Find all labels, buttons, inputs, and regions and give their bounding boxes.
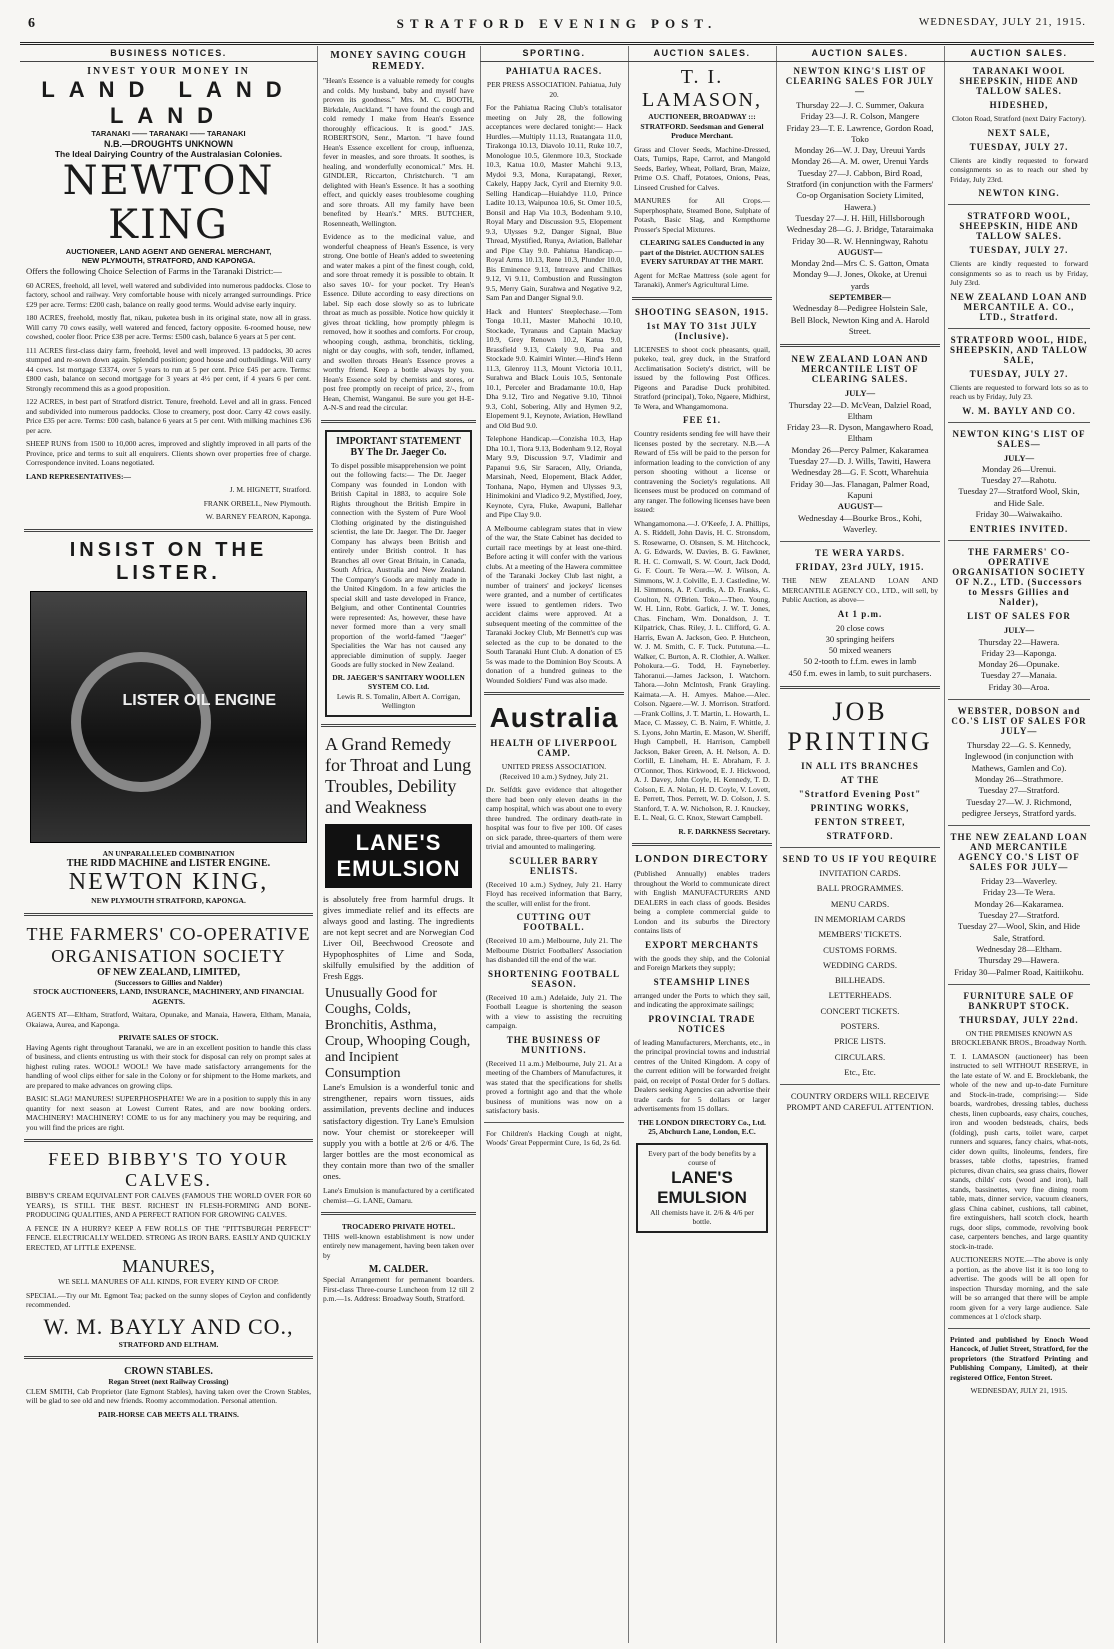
insist-lister: INSIST ON THE LISTER. — [69, 538, 268, 584]
lanes-box-ad — [636, 1143, 768, 1233]
branches: IN ALL ITS BRANCHES — [801, 761, 919, 772]
manures-heading: MANURES, — [122, 1256, 215, 1277]
list-item: BILLHEADS. — [835, 975, 885, 986]
send-heading: SEND TO US IF YOU REQUIRE — [782, 854, 938, 865]
shooting-text-2: Country residents sending fee will have their licenses posted by the secretary. N.B.—A Reward of £5s will be paid to the person for information leading to the conviction of any person shooting without a license or contravening the Society's regulations. All licensees must be produced on command of any ranger. The following licenses have been issued: — [634, 429, 770, 514]
lister-engine-image — [30, 591, 307, 843]
wool-text: Having Agents right throughout Taranaki, we are in an excellent position to handle this class of business, and clients entrusting us with their stock for disposal can rely on prompt sales at highest ruling rates. WOOL! WOOL! We have made satisfactory arrangements for the handling of wool clips either for sale in the Colony or for shipment to the Home markets, and are prepared to make advances on growing clips. — [26, 1042, 311, 1090]
column-business-notices — [20, 46, 318, 1643]
newspaper-title: STRATFORD EVENING POST. — [396, 16, 718, 31]
section-header: BUSINESS NOTICES. — [20, 46, 317, 62]
swh-text: Clients are requested to forward lots so as to reach us by Friday, July 23. — [950, 382, 1088, 401]
land-reps-label: LAND REPRESENTATIVES:— — [26, 471, 131, 481]
list-item: Monday 26—Kakaramea. — [974, 898, 1064, 909]
job-heading: JOB — [832, 697, 888, 727]
section-header: AUCTION SALES. — [628, 46, 776, 62]
australia-heading: Australia — [489, 702, 619, 733]
list-item: INVITATION CARDS. — [819, 868, 901, 879]
swh-date: TUESDAY, JULY 27. — [969, 368, 1069, 379]
month-label: AUGUST— — [837, 246, 883, 257]
trocadero-heading: TROCADERO PRIVATE HOTEL. — [341, 1222, 456, 1232]
lamason-title: T. I. LAMASON, — [642, 66, 762, 111]
feed-bibbys: FEED BIBBY'S TO YOUR CALVES. — [48, 1149, 289, 1191]
list-item: Tuesday 27—J. Cabbon, Bird Road, Stratford (in conjunction with the Farmers' Co-op Organisation Society Limited, Hawera.) — [786, 167, 934, 212]
droughts-note: N.B.—DROUGHTS UNKNOWN — [104, 138, 233, 149]
cough-heading: MONEY SAVING COUGH REMEDY. — [330, 50, 467, 72]
list-item: Friday 30—Jas. Flanagan, Palmer Road, Kapuni — [790, 478, 930, 500]
cut-heading: CUTTING OUT FOOTBALL. — [516, 912, 592, 932]
month-label: JULY— — [1003, 625, 1035, 636]
wd-list — [944, 740, 1094, 819]
entries-invited: ENTRIES INVITED. — [969, 524, 1069, 535]
tewera-list — [776, 623, 944, 679]
lanes-text: is absolutely free from harmful drugs. It gives immediate relief and its effects are always good and lasting. The ingredients are not kept secret and are Norwegian Cod Liver Oil, Beechwood Creosote and Hypophosphites of Lime and Soda, skilfully emulsified by the addition of Fresh Eggs. — [323, 893, 474, 982]
list-item: 50 mixed weaners — [828, 645, 892, 656]
jaeger-signature: Lewis R. S. Tomalin, Albert A. Corrigan, Wellington — [336, 691, 461, 710]
newton-king-title: NEWTON KING — [62, 157, 275, 248]
fc-list-label: LIST OF SALES FOR — [967, 611, 1071, 622]
prov-text: of leading Manufacturers, Merchants, etc., in the principal provincial towns and industrial centres of the United Kingdom. A copy of the current edition will be forwarded freight paid, on receipt of Postal Order for 5 dollars. Dealers seeking Agencies can advertise their trade cards for 5 dollars or larger advertisements from 15 dollars. — [634, 1037, 770, 1113]
engine-label: LISTER OIL ENGINE — [122, 691, 276, 709]
list-item: Wednesday 28—G. J. Bridge, Tataraimaka — [786, 224, 934, 235]
list-item: Friday 30—Palmer Road, Kaitiikohu. — [954, 966, 1084, 977]
sw-by: NEW ZEALAND LOAN AND MERCANTILE A. CO., LTD., Stratford. — [950, 291, 1088, 322]
woods-ad: For Children's Hacking Cough at night, Woods' Great Peppermint Cure, 1s 6d, 2s 6d. — [486, 1128, 622, 1147]
farmers-coop-nz: OF NEW ZEALAND, LIMITED, — [96, 966, 241, 978]
list-item: WEDDING CARDS. — [823, 959, 897, 970]
fee: FEE £1. — [682, 415, 721, 425]
wd-heading: WEBSTER, DOBSON and CO.'S LIST OF SALES FOR JULY— — [951, 706, 1087, 737]
jaeger-ad — [325, 430, 472, 717]
column-auction-2 — [776, 46, 945, 1643]
nz-list — [776, 388, 944, 535]
list-item: Tuesday 27—W. J. Richmond, pedigree Jerseys, Stratford yards. — [961, 796, 1077, 818]
month-label: JULY— — [1003, 452, 1035, 463]
land-heading: LAND LAND LAND — [41, 77, 296, 128]
stratford: STRATFORD. — [826, 831, 894, 842]
tewera-time: At 1 p.m. — [837, 608, 883, 619]
farmers-coop-successors: (Successors to Gillies and Nalder) — [114, 977, 223, 987]
nz2-list — [944, 876, 1094, 978]
list-item: POSTERS. — [840, 1021, 880, 1032]
list-item: 20 close cows — [835, 622, 885, 633]
cough-text: "Hean's Essence is a valuable remedy for coughs and colds. My husband, baby and myself have proven its goodness." Mrs. M. C. BOOTH, Birkdale, Auckland. "I have found the cough and cold remedy I make from Hean's Essence thoroughly efficacious. It is good." JAS. ROBERTSON, Senr., Marton. "I have found Hean's Essence excellent for croup, influenza, fever in measles, and sore throats. It soothes, is healing, and wonderfully economical." Mrs. H. GINDLER, Riccarton, Christchurch. "I am delighted with Hean's Essence. It has a soothing effect, and quickly eases troublesome coughing and sore throats. All my family have been benefited by Hean's." MRS. BUTCHER, Rosenneath, Wellington. — [323, 76, 474, 228]
pahiatua-heading: PAHIATUA RACES. — [505, 66, 603, 76]
lanes-emulsion-logo: LANE'S EMULSION — [325, 824, 472, 888]
list-item: Friday 23—J. R. Colson, Mangere — [800, 111, 920, 122]
list-item: 50 2-tooth to f.f.m. ewes in lamb — [803, 656, 917, 667]
crown-address: Regan Street (next Railway Crossing) — [108, 1377, 229, 1387]
taranaki-heading: TARANAKI —— TARANAKI —— TARANAKI — [91, 129, 246, 138]
list-item: Monday 26—Strathmore. — [974, 773, 1064, 784]
list-item: LETTERHEADS. — [828, 990, 892, 1001]
list-item: Friday 23—R. Dyson, Mangawhero Road, Eltham — [786, 422, 934, 444]
manures-text: MANURES for All Crops.—Superphosphate, Steamed Bone, Sulphate of Potash, Basic Slag, and Kempthorne Prosser's Special Mixtures. — [634, 196, 770, 234]
jaeger-footer: DR. JAEGER'S SANITARY WOOLLEN SYSTEM CO. Ltd. — [332, 672, 465, 691]
land-rep: J. M. HIGNETT, Stratford. — [229, 485, 311, 495]
farm-listing: 60 ACRES, freehold, all level, well watered and subdivided into numerous paddocks. Close to factory, school and railway. Very comfortable house with nicely arranged surroundings. Price £29 per acre. Terms: £200 cash, balance on really good terms. Would advise early inquiry. — [26, 280, 311, 309]
column-ads — [317, 46, 481, 1643]
list-item: Friday 30—R. W. Henningway, Rahotu — [792, 235, 928, 246]
tewera-text: THE NEW ZEALAND LOAN AND MERCANTILE AGENCY CO., LTD., will sell, by Public Auction, as above— — [782, 576, 938, 605]
mcrae-text: Agent for McRae Mattress (sole agent for Taranaki), Anmer's Agricultural Lime. — [634, 270, 770, 289]
ideal-country: The Ideal Dairying Country of the Australasian Colonies. — [54, 148, 283, 159]
at-the: AT THE — [840, 775, 880, 786]
lanes-box-3: All chemists have it. 2/6 & 4/6 per bottle. — [650, 1207, 754, 1226]
month-label: JULY— — [844, 388, 876, 399]
nk-sales-list — [944, 453, 1094, 521]
masthead — [20, 8, 1094, 45]
races-text: For the Pahiatua Racing Club's totalisator meeting on July 28, the following acceptances were declared tonight:— Hack Hurdles.—Multiply 11.13, Ruatangata 11.0, Tirakonga 10.13, Diavolo 10.11, Ruke 10.7, Monologue 10.5, Glenmore 10.3, Stockade 10.3, Katua 10.0, Master Mahchi 9.13, Mydoi 9.3, Mona, Kurapatangi, Rexer, Cakely, Happy Jack, Cyril and Eternity 9.0. Selling Handicap—Huiahdye 11.0, Prince Ladite 10.13, Waipunoa 10.6, St. Omer 10.5, Bonsil and Hap Via 10.3, Bodenham 9.10, Royal Mary and Discussion 9.5, Elopement 9.3, Ulysses 9.2, Danger Signal, Blue Thread, Mystified, Runya, Aviation, Ballehar and Pipe Clay 9.0. Pahiatua Handicap.—Royal Arms 10.13, Rene 10.3, Plunder 10.0, Bis Eminence 9.13, Intreave and Chilkes 9.12, Vi 9.11, Combustion and Russington 9.5, Merry Gain, Surahwa and Negative 9.2, Sam Pan and Danger Signal 9.0. — [486, 103, 622, 302]
sw-date: TUESDAY, JULY 27. — [969, 245, 1069, 255]
steam-text: arranged under the Ports to which they sail, and indicating the approximate sailings; — [634, 990, 770, 1009]
export-heading: EXPORT MERCHANTS — [645, 939, 759, 950]
jaeger-text: To dispel possible misapprehension we point out the following facts:— The Dr. Jaeger Company was founded in London with British Capital in 1883, to acquire Sole Rights throughout the British Empire in connection with the System of Pure Wool Clothing originated by the distinguished scientist, the late Dr. Jaeger. The Dr. Jaeger Company has always been British and entirely under British control. It has Branches all over Great Britain, in Canada, South Africa, Australia and New Zealand. The Company's Goods are mainly made in the United Kingdom. In a few articles the special skill and taste developed in France, Belgium, and other Continental Countries were represented: As, however, these have never formed more than a very small proportion of the world-famed "Jaeger" Specialities the War has not caused any appreciable diminution of supply. Jaeger Goods are fully stocked in New Zealand. — [331, 460, 466, 669]
bankrupt-heading: FURNITURE SALE OF BANKRUPT STOCK. — [963, 990, 1075, 1011]
job-list — [776, 868, 944, 1078]
lanes-box-2: LANE'S EMULSION — [657, 1167, 747, 1207]
nk-sales-heading: NEWTON KING'S LIST OF SALES— — [952, 428, 1086, 449]
farm-listing: 180 ACRES, freehold, mostly flat, nikau, puketea bush in its original state, now all in grass. Will carry 70 cows easily, well watered and fenced, factory opposite. 6-roomed house, new cowshed, cooler floor. Price £38 per acre. Terms: £500 cash, balance 6 years at 5 per cent. — [26, 313, 311, 342]
land-rep: FRANK ORBELL, New Plymouth. — [203, 498, 311, 508]
month-label: AUGUST— — [837, 501, 883, 512]
list-item: Tuesday 27—Manaia. — [980, 670, 1058, 681]
tewera-date: FRIDAY, 23rd JULY, 1915. — [795, 562, 925, 573]
bayly-title: W. M. BAYLY AND CO., — [43, 1313, 294, 1339]
tw-next: NEXT SALE, — [987, 127, 1051, 138]
farm-listing: 111 ACRES first-class dairy farm, freehold, level and well improved. 13 paddocks, 30 acres stumped and re-sown down again. Splendid position; good house and outbuildings. Will carry 44 cows. 1st mortgage £3374, over 5 years to run at 5 per cent. Price £45 per acre. Terms: £800 cash, balance on second mortgage for 3 years at 4½ per cent, if 4 years 6 per cent. Strongly recommend this as a good proposition. — [26, 345, 311, 393]
list-item: Monday 26—Urenui. — [982, 463, 1056, 474]
shooting-heading: SHOOTING SEASON, 1915. — [634, 306, 770, 317]
country-orders: COUNTRY ORDERS WILL RECEIVE PROMPT AND CAREFUL ATTENTION. — [786, 1091, 934, 1113]
liverpool-press: UNITED PRESS ASSOCIATION. (Received 10 a.m.) Sydney, July 21. — [499, 762, 609, 781]
london-company: THE LONDON DIRECTORY Co., Ltd. — [638, 1117, 766, 1127]
bayly-loc: STRATFORD AND ELTHAM. — [118, 1339, 219, 1349]
list-item: Tuesday 27—Rahotu. — [981, 475, 1057, 486]
list-item: Monday 26—Percy Palmer, Kakaramea — [791, 444, 929, 455]
races-text-2: Hack and Hunters' Steeplechase.—Tom Tonga 10.11, Master Mahochi 10.10, Stockade, Tyranaus and Captain Mackay 10.9, Grey Renown 10.2, Katua 9.0, Brassfield 9.13, Cakely 9.0, Pea and Stockade 9.0. Kaimiri Winter.—Hind's Henn 11.3, Glenroy 11.3, Mount Victoria 10.11, Surahwa and Black Louis 10.5, Sentonale 10.1, Perceler and Bradamante 10.0, Hap Dha 9.12, Tiro and Negative 9.10, Tihnoi 9.3, Cohl, Sobering, Ally and Hymen 9.2, Elopement 9.1, Keynote, Aviation, Hewlland and Old Bud 9.0. — [486, 306, 622, 430]
swh-heading: STRATFORD WOOL, HIDE, SHEEPSKIN, AND TALLOW SALE, — [950, 334, 1088, 365]
bankrupt-date: THURSDAY, JULY 22nd. — [959, 1014, 1079, 1025]
flywheel-icon — [71, 652, 211, 792]
lanes-text-2: Lane's Emulsion is a wonderful tonic and strengthener, repairs worn tissues, aids assimilation, prevents decline and induces satisfactory digestion. Try Lane's Emulsion now. Your chemist or storekeeper will supply you with a bottle at 2/6 or 4/6. The larger bottles are the most economical as they contain more than two of the smaller ones. — [323, 1082, 474, 1181]
list-item: Wednesday 28—Eltham. — [976, 943, 1062, 954]
list-item: Thursday 22—Hawera. — [978, 636, 1060, 647]
land-rep: W. BARNEY FEARON, Kaponga. — [205, 512, 311, 522]
lanes-box-1: Every part of the body benefits by a course of — [648, 1148, 756, 1167]
list-item: Friday 30—Waiwakaiho. — [975, 508, 1063, 519]
imprint: Printed and published by Enoch Wood Hancock, of Juliet Street, Stratford, for the proprietors (the Stratford Printing and Publishing Company, Limited), at their registered Office, Fenton Street. — [950, 1334, 1088, 1382]
lanes-mfr: Lane's Emulsion is manufactured by a certificated chemist—G. LANE, Oamaru. — [323, 1186, 474, 1205]
list-item: Thursday 22—J. C. Summer, Oakura — [796, 100, 924, 110]
fence-text: A FENCE IN A HURRY? KEEP A FEW ROLLS OF THE "PITTSBURGH PERFECT" FENCE. ELECTRICALLY WELDED. STRONG AS IRON BARS. EASILY AND QUICKLY ERECTED, AT LITTLE EXPENSE. — [26, 1223, 311, 1252]
sw-text: Clients are kindly requested to forward consignments so as to reach us by Friday, July 23rd. — [950, 259, 1088, 287]
manures-sub: WE SELL MANURES OF ALL KINDS, FOR EVERY KIND OF CROP. — [58, 1277, 279, 1287]
farmers-coop-title: THE FARMERS' CO-OPERATIVE ORGANISATION SOCIETY — [26, 923, 311, 966]
list-item: BALL PROGRAMMES. — [816, 883, 904, 894]
list-item: CUSTOMS FORMS. — [823, 944, 897, 955]
calder: M. CALDER. — [368, 1264, 429, 1276]
list-item: PRICE LISTS. — [834, 1036, 886, 1047]
grand-remedy: A Grand Remedy for Throat and Lung Troubles, Debility and Weakness — [325, 733, 472, 817]
barry-heading: SCULLER BARRY ENLISTS. — [509, 855, 599, 876]
sw-heading: STRATFORD WOOL, SHEEPSKIN, HIDE AND TALLOW SALES. — [959, 211, 1079, 241]
farmers-agents: AGENTS AT—Eltham, Stratford, Waitara, Opunake, and Manaia, Hawera, Eltham, Manaia, Okaiawa, Aurea, and Kaponga. — [26, 1010, 311, 1029]
pair-horse: PAIR-HORSE CAB MEETS ALL TRAINS. — [98, 1409, 239, 1419]
crown-text: CLEM SMITH, Cab Proprietor (late Egmont Stables), having taken over the Crown Stables, will be glad to see old and new friends. Roomy accommodation. Personal attention. — [26, 1386, 311, 1406]
steam-heading: STEAMSHIP LINES — [653, 976, 751, 987]
lamason-role: AUCTIONEER, BROADWAY ::: STRATFORD. Seedsman and General Produce Merchant. — [640, 112, 764, 140]
tw-nk: NEWTON KING. — [978, 188, 1060, 198]
list-item: Tuesday 27—J. H. Hill, Hillsborough — [795, 212, 925, 223]
farm-listing: SHEEP RUNS from 1500 to 10,000 acres, improved and slightly improved in all parts of the Province, price and terms to suit all enquirers. Clients shown over properties free of charge. Correspondence invited. Loans negotiated. — [26, 439, 311, 468]
shooting-text: LICENSES to shoot cock pheasants, quail, pukeko, teal, grey duck, in the Stratford Acclimatisation Society's district, will be issued by the following Post Offices. Pigeons and Paradise Duck prohibited. Stratford (principal), Toko, Ngaere, Midhirst, Te Wera, and Whangamomona. — [634, 344, 770, 411]
bibby-text: BIBBY'S CREAM EQUIVALENT FOR CALVES (FAMOUS THE WORLD OVER FOR 60 YEARS), IS STILL THE BEST. RICHEST IN FLESH-FORMING AND BONE-PRODUCING QUALITIES, AND A PERFECT RATION FOR GROWING CALVES. — [26, 1191, 311, 1220]
london-heading: LONDON DIRECTORY — [635, 853, 769, 865]
list-item: Tuesday 27—D. J. Wills, Tawiti, Hawera — [789, 456, 931, 467]
unparalleled: AN UNPARALLELED COMBINATION — [102, 848, 235, 858]
section-header: SPORTING. — [480, 46, 628, 62]
fc-list — [944, 625, 1094, 693]
special-tea: SPECIAL.—Try our Mt. Egmont Tea; packed on the sunny slopes of Ceylon and confidently recommended. — [26, 1290, 311, 1310]
list-item: Friday 23—Waverley. — [980, 876, 1058, 887]
column-auction-1 — [628, 46, 777, 1643]
prov-heading: PROVINCIAL TRADE NOTICES — [648, 1013, 756, 1034]
works: PRINTING WORKS, — [810, 803, 910, 814]
page-number: 6 — [28, 16, 35, 31]
list-item: CIRCULARS. — [834, 1051, 886, 1062]
issue-date: WEDNESDAY, JULY 21, 1915. — [918, 16, 1086, 28]
list-item: Thursday 29—Hawera. — [978, 955, 1060, 966]
list-item: Monday 9—J. Jones, Okoke, at Urenui yards — [792, 269, 928, 291]
fenton: FENTON STREET, — [814, 817, 906, 828]
list-item: Thursday 22—G. S. Kennedy, Inglewood (in conjunction with Mathews, Gamlen and Co). — [964, 740, 1074, 773]
newton-king-2: NEWTON KING, — [68, 869, 269, 896]
list-item: MEMBERS' TICKETS. — [818, 929, 902, 940]
nk-list-heading: NEWTON KING'S LIST OF CLEARING SALES FOR JULY— — [785, 66, 935, 96]
jaeger-heading: IMPORTANT STATEMENT BY The Dr. Jaeger Co. — [336, 435, 461, 458]
nz2-heading: THE NEW ZEALAND LOAN AND MERCANTILE AGENCY CO.'S LIST OF SALES FOR JULY— — [950, 832, 1088, 873]
tw-heading: TARANAKI WOOL SHEEPSKIN, HIDE AND TALLOW SALES. — [959, 66, 1079, 96]
section-header: AUCTION SALES. — [776, 46, 944, 62]
london-text: (Published Annually) enables traders throughout the World to communicate direct with English MANUFACTURERS AND DEALERS in each class of goods. Besides being a complete commercial guide to London and its suburbs the Directory contains lists of — [634, 869, 770, 935]
list-item: Etc., Etc. — [844, 1066, 876, 1077]
list-item: 450 f.m. ewes in lamb, to suit purchasers. — [788, 667, 932, 678]
list-item: CONCERT TICKETS. — [820, 1005, 900, 1016]
tw-address: Cloton Road, Stratford (next Dairy Factory). — [952, 114, 1086, 123]
list-item: Monday 26—A. M. ower, Urenui Yards — [791, 156, 929, 167]
imprint-date: WEDNESDAY, JULY 21, 1915. — [970, 1386, 1068, 1396]
list-item: Friday 23—Te Wera. — [982, 887, 1056, 898]
secretary: R. F. DARKNESS Secretary. — [678, 826, 770, 836]
crown-stables: CROWN STABLES. — [124, 1366, 213, 1378]
melbourne-text: A Melbourne cablegram states that in view of the war, the State Cabinet has decided to curtail race meetings by at least one-third. Before acting it will confer with the various clubs. At a meeting of the Hawera committee of the Taranaki Jockey Club last night, a number of trainers' and jockeys' licenses were granted, and a number of certificates were issued to gentlemen riders. Two accident claims were approved. At a subsequent meeting of the committee of the Taranaki Jockey Club, Mr Bennett's cup was selected as the cup to be donated to the South Taranaki Hunt Club. A donation of £5 5s was made to the Dominion Boy Scouts. A donation of a hundred guineas to the Wounded Soldiers' Fund was also made. — [486, 523, 622, 685]
clearing-sales: CLEARING SALES Conducted in any part of the District. AUCTION SALES EVERY SATURDAY AT THE MART. — [639, 238, 765, 266]
barry-text: (Received 10 a.m.) Sydney, July 21. Harry Floyd has received information that Barry, the sculler, will enlist for the front. — [486, 879, 622, 908]
ridd-lister: THE RIDD MACHINE and LISTER ENGINE. — [66, 858, 271, 870]
london-address: 25, Abchurch Lane, London, E.C. — [648, 1127, 756, 1136]
newton-king-places: NEW PLYMOUTH, STRATFORD, AND KAPONGA. — [81, 256, 256, 265]
munitions-text: (Received 11 a.m.) Melbourne, July 21. At a meeting of the Chambers of Manufactures, it was stated that the specifications for shells proved a fortnight ago and that the whole business of munitions was now on a satisfactory basis. — [486, 1058, 622, 1115]
list-item: IN MEMORIAM CARDS — [814, 913, 906, 924]
list-item: Tuesday 27—Stratford. — [978, 910, 1060, 921]
private-sales: PRIVATE SALES OF STOCK. — [118, 1033, 219, 1043]
bankrupt-location: ON THE PREMISES KNOWN AS BROCKLEBANK BROS., Broadway North. — [951, 1028, 1087, 1048]
fc-heading: THE FARMERS' CO-OPERATIVE ORGANISATION SOCIETY OF N.Z., LTD. (Successors to Messrs Gillies and Nalder), — [952, 547, 1086, 608]
list-item: Tuesday 27—Stratford Wool, Skin, and Hide Sale. — [958, 486, 1080, 508]
licensees: Whangamomona.—J. O'Keefe, J. A. Phillips, A. S. Riddell, John Davis, H. C. Stronsdom, S. Rosewarne, O. Olsnsen, S. M. Hitchcock, A. G. Edwards, W. Davies, B. G. Fawkner, R. H. C. Cornwall, S. W. Court, Jack Dodd, G. F. Court. Te Wera.—W. J. Wilson, A. Simmons, W. J. Colville, E. J. Castledine, W. H. Simmons, A. P. Curdis, A. D. Franks, C. Coulton, N. O'Brien. Toko.—Theo. Young, W. H. Linn, Robt. Garlick, J. W. T. Jones, Chas. Fincham, Wm. Donaldson, J. T. Kilpatrick, Chas. Riley, J. L. Clifford, G. A. Harris, Ewan A. Jackson, Geo. P. Hutcheon, W. J. M. Smith, C. F. Tuck. Pututuna.—L. Walker, C. Burton, A. R. Clothier, A. Walker. Pohokura.—G. Todd, H. Fayneberley. Tahoranui.—James Jackson, I. Watchorn. Tahora.—John McIntosh, Frank Grayling. Kaimata.—A. H. Amyes. Mahoe.—Alec. Colson. Ngaere.—W. J. Morrison. Stratford.—Frank Collins, J. T. Martin, L. Howarth, L. Mace, C. Massey, C. B. Nairn, F. Whittle, J. S. Lyons, John Martin, E. Mason, W. Sheriff, Hugh Campbell, H. Harrison, Campbell Jackson, Baker Green, A. H. Nelson, A. D. Corlill, E. Lineham, H. E. Abraham, F. J. O'Connor, Thos. Kirkwood, E. J. Hickwood, A. J. Davey, John Coyle, H. Kennedy, T. D. Colson, E. A. Nolan, H. D. Coyle, V. Lovett, E. Perrett, Thos. Perrett, W. D. Colson, J. S. Stanford, T. A. W. Nicholson, R. J. Knuckey, E. L. Neal, G. C. Knox, Stewart Campbell. — [634, 518, 770, 822]
farmers-stock: STOCK AUCTIONEERS, LAND, INSURANCE, MACHINERY, AND FINANCIAL AGENTS. — [33, 987, 304, 1006]
cut-text: (Received 10 a.m.) Melbourne, July 21. The Melbourne District Footballers' Association has disbanded till the end of the war. — [486, 936, 622, 964]
places-2: NEW PLYMOUTH STRATFORD, KAPONGA. — [91, 896, 246, 906]
post-office-name: "Stratford Evening Post" — [798, 789, 922, 800]
list-item: Wednesday 8—Pedigree Holstein Sale, Bell Block, Newton King and A. Harold Street. — [790, 303, 930, 336]
list-item: Friday 23—Kaponga. — [981, 647, 1057, 658]
races-text-3: Telephone Handicap.—Conzisha 10.3, Hap Dha 10.1, Tiora 9.13, Bodenham 9.12, Royal Mary 9.9, Discussion 9.7, Vladimir and Papanui 9.6, Sir Saracen, Ally, Orianda, Marsinah, Need, Elopement, Black Adder, Tonhana, Napo, Hymen and Ulysses 9.3, Hinimokini and Vladico 9.2, Mystified, Joey, Keynote, Cyra, Fluke, Awapuni, Ballehar and Pipe Clay 9.0. — [486, 434, 622, 519]
list-item: Tuesday 27—Stratford. — [978, 785, 1060, 796]
bankrupt-note: AUCTIONEERS NOTE.—The above is only a portion, as the above list it is too long to advertise. The goods will be all open for inspection Thursday morning, and the sale will be so arranged that there will be ample room given for a very large audience. Sale commences at 1 o'clock sharp. — [950, 1255, 1088, 1322]
list-item: Monday 26—W. J. Day, Ureuui Yards — [794, 145, 926, 156]
munitions-heading: THE BUSINESS OF MUNITIONS. — [506, 1034, 602, 1055]
farm-listing: 122 ACRES, in best part of Stratford district. Tenure, freehold. Level and all in grass. Fenced and subdivided into numerous paddocks. Close to creamery, post door. Carry 42 cows easily. Price £35 per acre. Terms: £00 cash, balance 6 years at 5 per cent. With milking machines £36 per acre. — [26, 397, 311, 435]
tw-date: TUESDAY, JULY 27. — [969, 141, 1069, 152]
nk-list — [776, 100, 944, 337]
shooting-dates: 1st MAY TO 31st JULY (Inclusive). — [646, 320, 758, 341]
unusually-good: Unusually Good for Coughs, Colds, Bronchitis, Asthma, Croup, Whooping Cough, and Incipient Consumption — [325, 986, 471, 1082]
press-credit: PER PRESS ASSOCIATION. Pahiatua, July 20. — [486, 80, 622, 99]
list-item: 30 springing heifers — [825, 633, 895, 644]
lamason-text: Grass and Clover Seeds, Machine-Dressed, Oats, Turnips, Rape, Carrot, and Mangold Seeds, Barley, Wheat, Pollard, Bran, Maize, Prime O.S. Chaff, Potatoes, Onions, Peas, Linseed Crushed for Calves. — [634, 144, 770, 192]
short-text: (Received 10 a.m.) Adelaide, July 21. The Football League is shortening the season with a view to assisting the recruiting campaign. — [486, 992, 622, 1030]
invest-heading: INVEST YOUR MONEY IN — [87, 66, 250, 77]
list-item: Wednesday 4—Bourke Bros., Kohi, Waverley. — [798, 512, 922, 534]
list-item: Wednesday 28—G. F. Scott, Wharehuia — [791, 467, 929, 478]
short-heading: SHORTENING FOOTBALL SEASON. — [488, 968, 620, 989]
export-text: with the goods they ship, and the Colonial and Foreign Markets they supply; — [634, 953, 770, 972]
section-header: AUCTION SALES. — [944, 46, 1094, 62]
list-item: Friday 30—Aroa. — [988, 681, 1050, 692]
column-auction-3 — [944, 46, 1094, 1643]
month-label: SEPTEMBER— — [829, 292, 891, 303]
list-item: MENU CARDS. — [830, 898, 890, 909]
list-item: Monday 2nd—Mrs C. S. Gatton, Omata — [791, 258, 929, 269]
trocadero-text: THIS well-known establishment is now under entirely new management, having been taken over by — [323, 1231, 474, 1260]
newton-king-role: AUCTIONEER, LAND AGENT AND GENERAL MERCHANT, — [65, 246, 272, 256]
tw-text: Clients are kindly requested to forward consignments so as to reach our shed by Friday, July 23rd. — [950, 155, 1088, 184]
liverpool-text: Dr. Selfdtk gave evidence that altogether there had been only eleven deaths in the camp hospital, which was about one to every three hundred. The ordinary death-rate in hospital was four to five per 100. Of cases on sick parade, three-quarters of them were trivial and amounted to malingering. — [486, 785, 622, 851]
printing-heading: PRINTING — [787, 727, 933, 757]
bankrupt-text: T. I. LAMASON (auctioneer) has been instructed to sell WITHOUT RESERVE, in the late estate of W. and E. Brocklebank, the whole of the new and up-to-date Furniture and Stock-in-trade, comprising:— Side boards, wardrobes, dressing tables, duchess chests, linen cupboards, easy chairs, couches, iron and wooden bedsteads, chairs, beds (folding), push carts, toilet ware, carpet runners and squares, fancy chairs, what-nots, cider down quilts, linoleums, fenders, fire brasses, table cloths, tapestries, framed pictures, divan chairs, sea grass chairs, flower stands, childs' cots (wood and iron), hall stands, bassinettes, very fine dining room table, mats, dinner service, vacuum cleaners, glass China cabinet, cushions, tall cabinet, fire extinguishers, hall scotch clock, hearth rugs, door slips, commode, revolving book case, carpenters benches, and large quantity stock-in-trade. — [950, 1051, 1088, 1251]
manures-text: BASIC SLAG! MANURES! SUPERPHOSPHATE! We are in a position to supply this in any quantity for next season at Lowest Current Rates, and are now booking orders. MACHINERY! MACHINERY! COME to us for any machinery you may be requiring, and you will find the prices are right. — [26, 1094, 311, 1132]
farms-intro: Offers the following Choice Selection of Farms in the Taranaki District:— — [26, 265, 282, 276]
cough-text-2: Evidence as to the medicinal value, and wonderful cheapness of Hean's Essence, is very strong. One bottle of Hean's added to sweetening and water makes a pint of the finest cough, cold, and sore throat remedy it is possible to obtain. It also saves 10/- for your pocket. Try Hean's Essence. Dilute according to easy directions on label. Sip each dose slowly so as to lubricate throat as much as possible. Notice how quickly it gives throat tickling, how promptly phlegm is removed, how it soothes and comforts. For croup, whooping cough, asthma, bronchitis, tickling, night or day coughs, with soft, tender, inflamed, and swollen throats Hean's Essence proves a worthy friend. Keep a bottle always by you. Hean's Essence sold by chemists and stores, or post free promptly on receipt of price, 2/-, from Hean, Chemist, Wanganui. Be sure you get H-E-A-N-S and read the circular. — [323, 232, 474, 412]
list-item: Monday 26—Opunake. — [978, 659, 1060, 670]
list-item: Tuesday 27—Wool, Skin, and Hide Sale, Stratford. — [957, 921, 1081, 943]
list-item: Friday 23—T. E. Lawrence, Gordon Road, Toko — [786, 122, 934, 144]
column-sporting — [480, 46, 629, 1643]
swh-by: W. M. BAYLY AND CO. — [962, 405, 1076, 416]
tw-sub: HIDESHED, — [989, 100, 1049, 110]
nz-list-heading: NEW ZEALAND LOAN AND MERCANTILE LIST OF CLEARING SALES. — [791, 354, 929, 385]
list-item: Thursday 22—D. McVean, Dalziel Road, Eltham — [788, 399, 932, 421]
liverpool-heading: HEALTH OF LIVERPOOL CAMP. — [490, 738, 618, 758]
tewera-heading: TE WERA YARDS. — [815, 548, 905, 559]
trocadero-text-2: Special Arrangement for permanent boarders. First-class Three-course Luncheon from 12 till 2 p.m.—1s. Address: Broadway South, Stratford. — [323, 1275, 474, 1304]
